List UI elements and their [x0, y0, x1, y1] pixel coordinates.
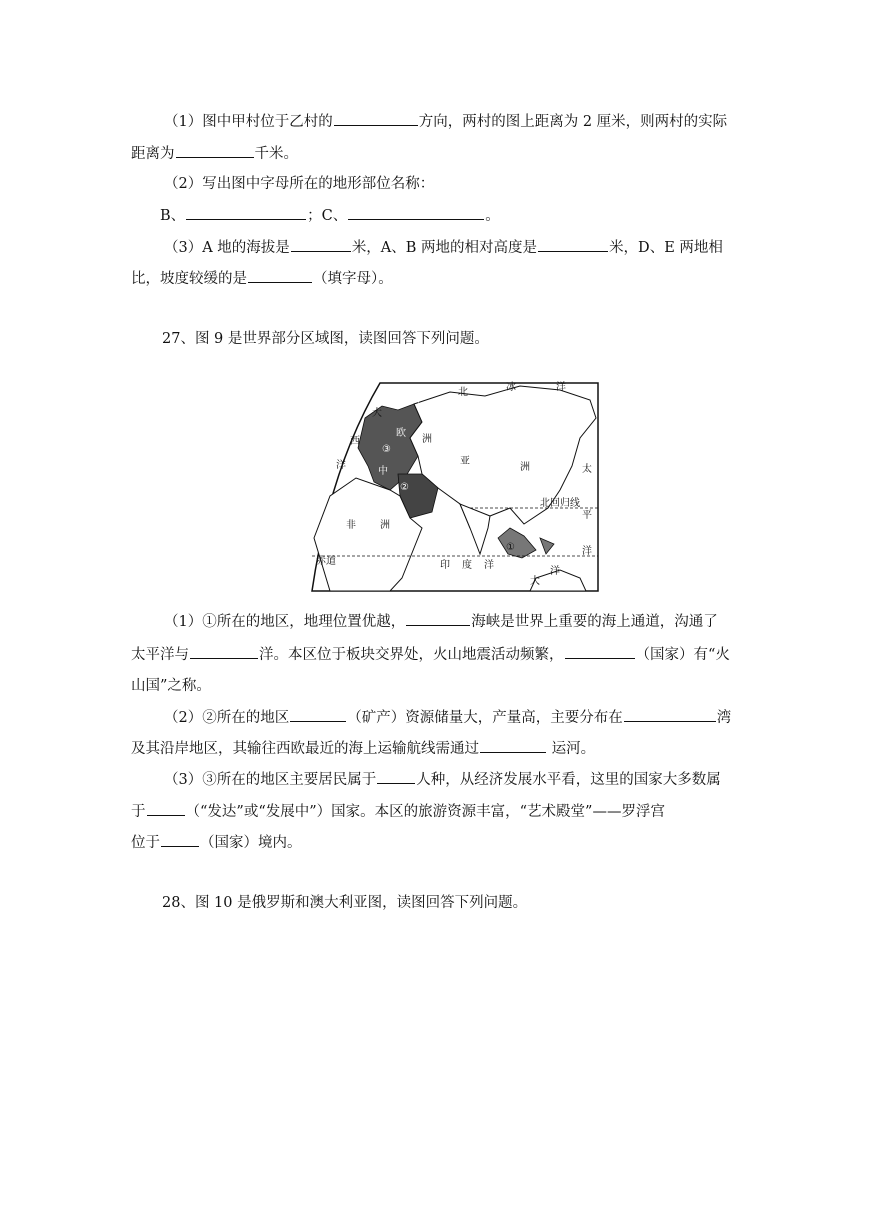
q27-part2-line2: 及其沿岸地区，其输往西欧最近的海上运输航线需通过 运河。 — [131, 738, 595, 759]
q27-part3-line2: 于 （“发达”或“发展中”）国家。本区的旅游资源丰富，“艺术殿堂”——罗浮宫 — [131, 801, 665, 822]
map-label-yang-ind: 洋 — [484, 560, 494, 571]
map-label-ou: 欧 — [396, 428, 406, 439]
answer-blank[interactable] — [176, 143, 254, 158]
answer-blank[interactable] — [624, 707, 716, 722]
answer-blank[interactable] — [565, 644, 635, 659]
map-marker-1: ① — [506, 542, 515, 553]
map-label-west: 西 — [350, 436, 360, 447]
answer-blank[interactable] — [290, 707, 346, 722]
answer-blank[interactable] — [161, 832, 199, 847]
map-marker-2: ② — [400, 482, 409, 493]
map-label-tai: 太 — [582, 464, 592, 475]
q27-part3-line1: （3）③所在的地区主要居民属于 人种，从经济发展水平看，这里的国家大多数属 — [164, 769, 721, 790]
answer-blank[interactable] — [538, 237, 608, 252]
q27-part2-line1: （2）②所在的地区 （矿产）资源储量大，产量高，主要分布在 湾 — [164, 707, 731, 728]
answer-blank[interactable] — [334, 111, 418, 126]
map-label-yang2: 洋 — [550, 566, 560, 577]
answer-blank[interactable] — [480, 738, 546, 753]
q28-title: 28、图 10 是俄罗斯和澳大利亚图，读图回答下列问题。 — [162, 895, 528, 911]
q27-part1-line3: 山国”之称。 — [131, 678, 211, 694]
q27-part3-line3: 位于 （国家）境内。 — [131, 832, 302, 853]
q27-part1-line1: （1）①所在的地区，地理位置优越， 海峡是世界上重要的海上通道，沟通了 — [164, 611, 718, 632]
map-label-arctic-circle: 北极圈 — [390, 394, 420, 405]
map-label-ya: 亚 — [460, 456, 470, 467]
map-label-ocean-top: 洋 — [556, 382, 566, 393]
answer-blank[interactable] — [377, 769, 415, 784]
q26-part3-line1: （3）A 地的海拔是 米，A、B 两地的相对高度是 米，D、E 两地相 — [164, 237, 723, 258]
map-label-yang-right: 洋 — [582, 546, 592, 557]
answer-blank[interactable] — [291, 237, 351, 252]
q26-part1-line1: （1）图中甲村位于乙村的 方向，两村的图上距离为 2 厘米，则两村的实际 — [164, 111, 727, 132]
answer-blank[interactable] — [186, 205, 306, 220]
answer-blank[interactable] — [248, 268, 312, 283]
map-label-africa-fei: 非 — [346, 520, 356, 531]
q27-part1-line2: 太平洋与 洋。本区位于板块交界处，火山地震活动频繁， （国家）有“火 — [131, 644, 730, 665]
map-label-da: 大 — [372, 408, 382, 419]
map-label-da2: 大 — [530, 576, 540, 587]
map-label-north: 北 — [458, 387, 468, 398]
map-label-yang-left: 洋 — [336, 460, 346, 471]
answer-blank[interactable] — [190, 644, 258, 659]
map-label-zhou-eu: 洲 — [422, 434, 432, 445]
map-label-tropic: 北回归线 — [540, 498, 580, 509]
map-label-africa-zhou: 洲 — [380, 520, 390, 531]
map-label-du: 度 — [462, 560, 472, 571]
answer-blank[interactable] — [147, 801, 185, 816]
map-label-ice: 冰 — [506, 382, 516, 393]
q26-part2-line2: B、 ；C、 。 — [160, 205, 500, 226]
world-region-map — [310, 378, 600, 593]
map-label-equator: 赤道 — [316, 556, 336, 567]
q26-part3-line2: 比，坡度较缓的是 （填字母）。 — [131, 268, 393, 289]
map-label-yin: 印 — [440, 560, 450, 571]
map-label-ping: 平 — [582, 510, 592, 521]
map-label-zhou-asia: 洲 — [520, 462, 530, 473]
answer-blank[interactable] — [406, 611, 470, 626]
map-label-zhong: 中 — [378, 466, 388, 477]
answer-blank[interactable] — [348, 205, 484, 220]
q27-title: 27、图 9 是世界部分区域图，读图回答下列问题。 — [162, 331, 489, 347]
map-marker-3: ③ — [382, 444, 391, 455]
q26-part1-line2: 距离为 千米。 — [131, 143, 298, 164]
q26-part2-line1: （2）写出图中字母所在的地形部位名称： — [164, 176, 435, 192]
